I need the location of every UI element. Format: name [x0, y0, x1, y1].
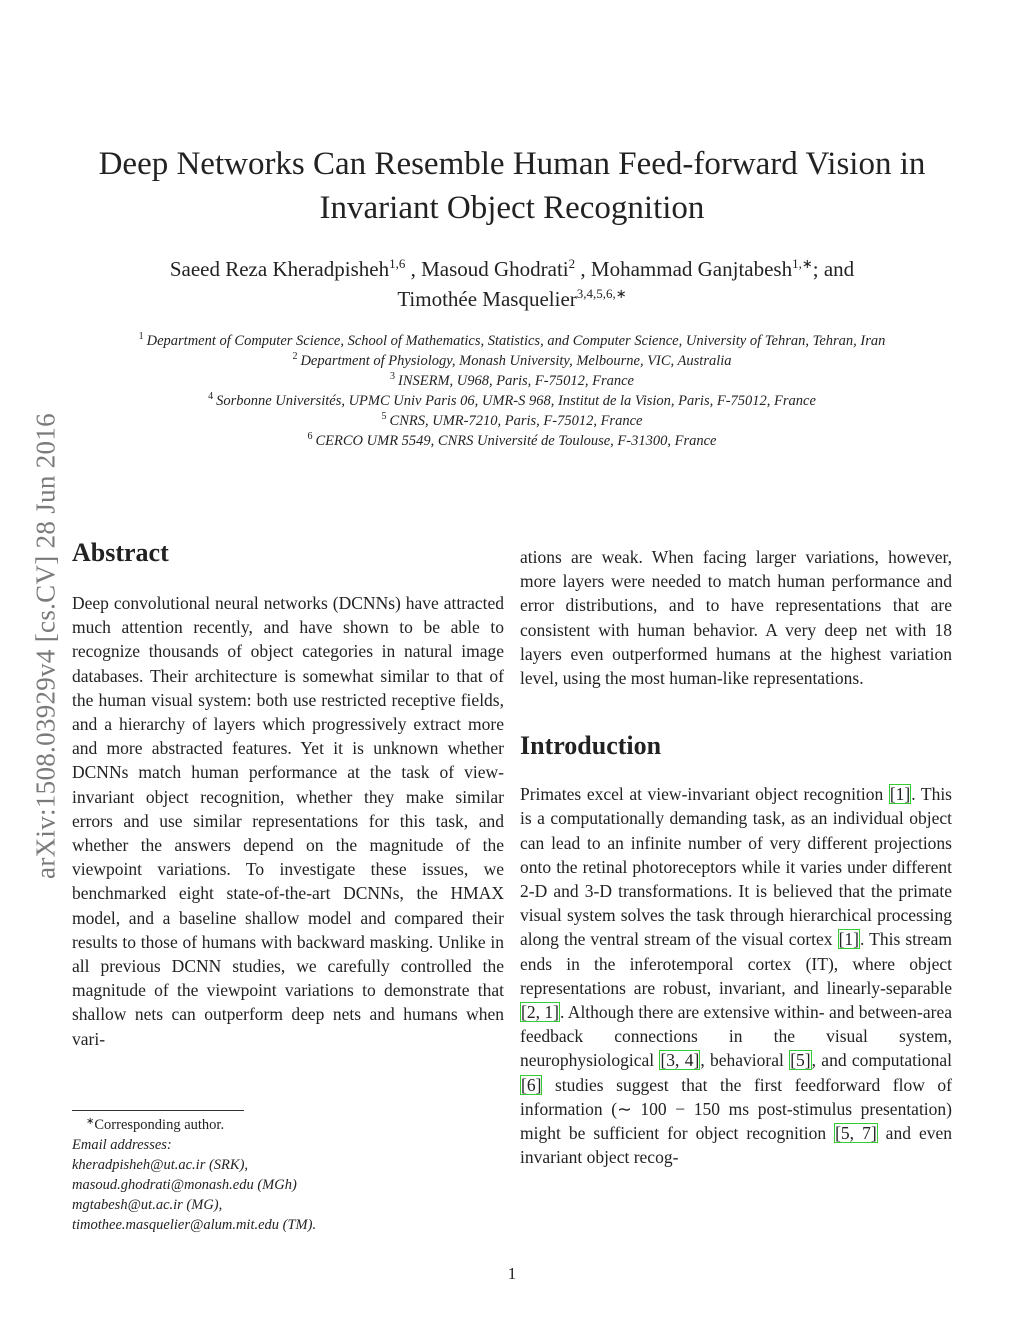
email-label: Email addresses: — [72, 1137, 172, 1153]
abstract-text-continued: ations are weak. When facing larger variations, however, more layers were needed to match human performance and error distributions, and to have representations that are consistent with human behavior. A very deep net with 18 layers even outperformed humans at the highest variation level, using the most human-like representations. — [520, 547, 952, 689]
author-name: , Mohammad Ganjtabesh — [580, 257, 793, 281]
citation-link[interactable]: [2, 1] — [521, 1002, 559, 1023]
introduction-heading: Introduction — [520, 731, 662, 761]
corresponding-author-note — [72, 1115, 504, 1135]
affiliation-item — [70, 391, 954, 411]
page-number: 1 — [507, 1264, 517, 1283]
author-name: Timothée Masquelier — [397, 287, 577, 311]
author-list — [70, 254, 954, 314]
citation-link[interactable]: [3, 4] — [660, 1050, 700, 1071]
text-run: Primates excel at view-invariant object recognition — [520, 784, 889, 805]
abstract-text: Deep convolutional neural networks (DCNNs) have attracted much attention recently, and have shown to be able to recognize thousands of object categories in natural image databases. Their architecture is somewhat similar to that of the human visual system: both use restricted receptive fields, and a hierarchy of layers which progressively extract more and more abstracted features. Yet it is unknown whether DCNNs match human performance at the task of view-invariant object recognition, whether they make similar errors and use similar representations for this task, and whether the answers depend on the magnitude of the viewpoint variations. To investigate these issues, we benchmarked eight state-of-the-art DCNNs, the HMAX model, and a baseline shallow model and compared their results to those of humans with backward masking. Unlike in all previous DCNN studies, we carefully controlled the magnitude of the viewpoint variations to demonstrate that shallow nets can outperform deep nets and humans when vari- — [72, 593, 504, 1049]
email-entry: mgtabesh@ut.ac.ir (MG), — [72, 1197, 223, 1213]
text-run: , behavioral — [700, 1050, 790, 1071]
text-run: studies suggest that the first feedforward flow of information (∼ 100 − 150 ms post-stimulus presentation) might be sufficient for object recognition — [520, 1074, 952, 1144]
affiliation-number: 5 — [381, 411, 387, 422]
text-run: , and computational — [811, 1050, 953, 1071]
abstract-heading: Abstract — [72, 538, 169, 567]
affiliation-item — [70, 411, 954, 431]
citation-link[interactable]: [1] — [889, 784, 911, 805]
author-affiliation-marker: 3,4,5,6,∗ — [576, 286, 627, 301]
footnotes — [72, 1115, 504, 1235]
affiliation-number: 6 — [307, 431, 313, 442]
email-entry: kheradpisheh@ut.ac.ir (SRK), — [72, 1157, 249, 1173]
author-affiliation-marker: 1,∗ — [792, 256, 813, 271]
citation-link[interactable]: [1] — [838, 929, 860, 950]
left-column — [72, 535, 504, 1051]
footnote-divider — [72, 1110, 244, 1111]
affiliation-item — [70, 351, 954, 371]
citation-link[interactable]: [6] — [521, 1074, 542, 1095]
affiliation-item — [70, 431, 954, 451]
affiliation-text: INSERM, U968, Paris, F-75012, France — [398, 373, 634, 389]
affiliation-number: 1 — [138, 331, 144, 342]
citation-link[interactable]: [5, 7] — [835, 1123, 877, 1144]
arxiv-identifier: arXiv:1508.03929v4 [cs.CV] 28 Jun 2016 — [30, 413, 61, 879]
citation-link[interactable]: [5] — [790, 1050, 811, 1071]
text-run: . This stream ends in the inferotemporal cortex (IT), where object representations are robust, invariant, and linearly-separable — [520, 929, 952, 998]
affiliation-item — [70, 371, 954, 391]
right-column — [520, 545, 952, 1169]
introduction-text — [520, 782, 952, 1169]
affiliation-text: CNRS, UMR-7210, Paris, F-75012, France — [389, 413, 643, 429]
paper-title: Deep Networks Can Resemble Human Feed-forward Vision in Invariant Object Recognition — [98, 146, 926, 226]
author-affiliation-marker: 2 — [568, 256, 576, 271]
text-run: . This is a computationally demanding task, as an individual object can lead to an infinite number of very different projections onto the retinal photoreceptors while it varies under different 2-D and 3-D transformations. It is believed that the primate visual system solves the task through hierarchical processing along the ventral stream of the visual cortex — [520, 784, 952, 950]
affiliation-item — [70, 331, 954, 351]
author-name: , Masoud Ghodrati — [410, 257, 569, 281]
affiliation-number: 2 — [292, 351, 298, 362]
affiliation-text: Department of Computer Science, School of Mathematics, Statistics, and Computer Science, University of Tehran, Tehran, Iran — [146, 333, 886, 349]
author-affiliation-marker: 1,6 — [389, 256, 406, 271]
affiliation-number: 4 — [208, 391, 214, 402]
text-run: . Although there are extensive within- and between-area feedback connections in the visual system, neurophysiological — [520, 1002, 952, 1071]
text-run: and even invariant object recog- — [520, 1123, 952, 1168]
affiliation-text: Department of Physiology, Monash University, Melbourne, VIC, Australia — [300, 353, 732, 369]
email-entry: masoud.ghodrati@monash.edu (MGh) — [72, 1177, 297, 1193]
affiliation-list — [70, 331, 954, 451]
affiliation-number: 3 — [390, 371, 395, 382]
author-separator: ; and — [812, 257, 855, 281]
author-name: Saeed Reza Kheradpisheh — [169, 257, 390, 281]
email-entry: timothee.masquelier@alum.mit.edu (TM). — [72, 1217, 317, 1233]
affiliation-text: Sorbonne Universités, UPMC Univ Paris 06, UMR-S 968, Institut de la Vision, Paris, F-75012, France — [216, 393, 816, 409]
affiliation-text: CERCO UMR 5549, CNRS Université de Toulouse, F-31300, France — [315, 433, 717, 449]
footnote-text: Corresponding author. — [94, 1117, 225, 1133]
footnote-mark: ∗ — [86, 1116, 95, 1127]
